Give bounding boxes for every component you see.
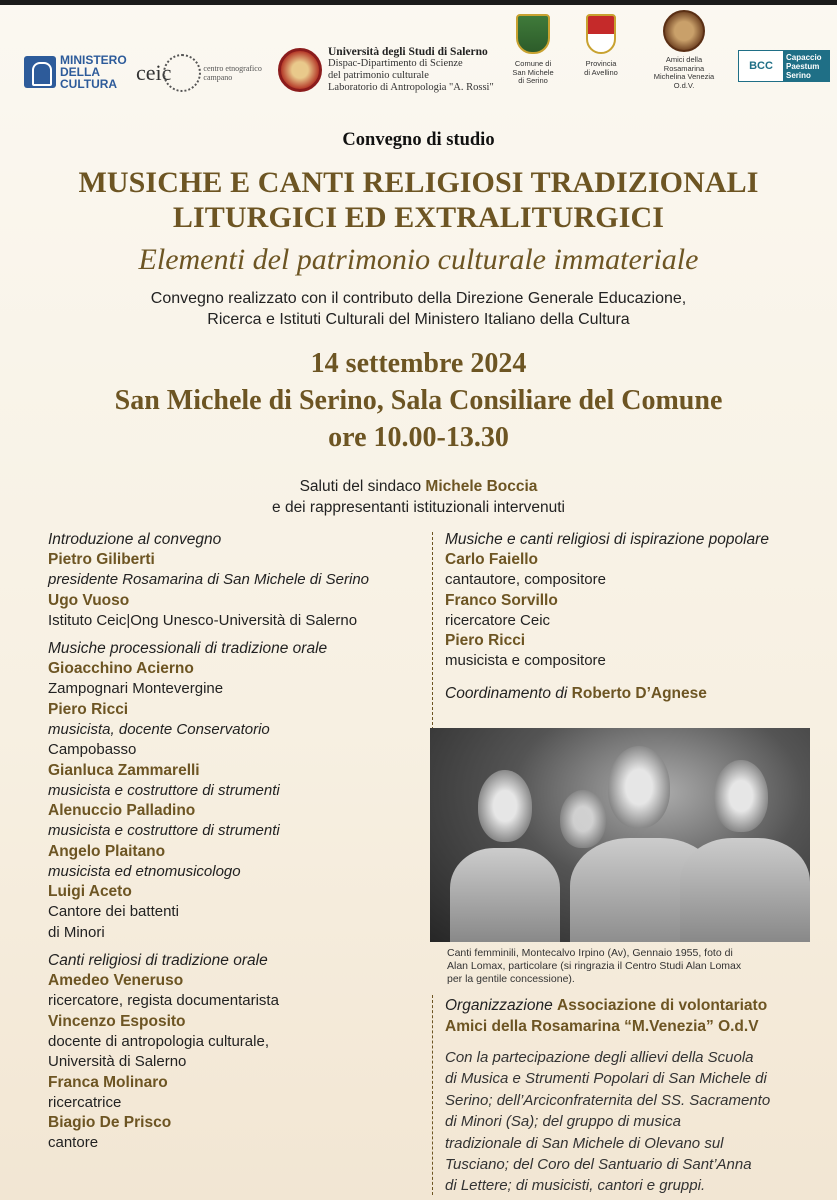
speaker-name: Ugo Vuoso xyxy=(48,591,130,609)
partecip-line: tradizionale di San Michele di Olevano sul xyxy=(445,1134,724,1152)
speaker-name: Luigi Aceto xyxy=(48,883,132,900)
speaker-name: Piero Ricci xyxy=(445,632,526,649)
speaker-name: Gioacchino Acierno xyxy=(48,660,194,677)
bcc-line: Capaccio xyxy=(786,53,822,62)
bcc-line: Paestum xyxy=(786,62,820,71)
amici-line: O.d.V. xyxy=(673,80,695,90)
speaker-role: ricercatore Ceic xyxy=(445,611,551,629)
speaker-role: cantautore, compositore xyxy=(445,571,606,588)
section-title: Musiche processionali di tradizione orale xyxy=(48,640,328,657)
comune-logo xyxy=(510,14,556,86)
org-name: Associazione di volontariato xyxy=(557,997,768,1014)
speaker-role: ricercatrice xyxy=(48,1093,122,1111)
provincia-crest-icon xyxy=(586,14,616,54)
speaker-role: musicista e costruttore di strumenti xyxy=(48,781,280,799)
speaker-name: Vincenzo Esposito xyxy=(48,1012,186,1030)
comune-line: San Michele xyxy=(512,67,554,77)
section-title: Canti religiosi di tradizione orale xyxy=(48,952,268,969)
partecip-line: di Musica e Strumenti Popolari di San Michele di xyxy=(445,1070,767,1088)
bcc-mark: BCC xyxy=(739,51,783,81)
partecip-line: Tusciano; del Coro del Santuario di Sant’Anna xyxy=(445,1156,752,1174)
contrib-line: Ricerca e Istituti Culturali del Ministero Italiano della Cultura xyxy=(207,311,630,328)
ceic-ring-icon xyxy=(163,54,201,92)
unisa-line: Laboratorio di Antropologia "A. Rossi" xyxy=(328,82,494,93)
speaker-name: Biagio De Prisco xyxy=(48,1114,172,1131)
caption-line: Alan Lomax, particolare (si ringrazia il Centro Studi Alan Lomax xyxy=(447,960,742,972)
participation-note xyxy=(445,1047,820,1197)
provincia-logo xyxy=(578,14,624,77)
logo-bar xyxy=(0,10,837,110)
speaker-role: musicista, docente Conservatorio xyxy=(48,720,270,738)
amici-badge-icon xyxy=(663,10,705,52)
unisa-line: Dispac-Dipartimento di Scienze xyxy=(328,58,463,69)
contrib-line: Convegno realizzato con il contributo della Direzione Generale Educazione, xyxy=(150,290,687,307)
event-time: ore 10.00-13.30 xyxy=(328,422,509,453)
partecip-line: di Lettere; di musicisti, cantori e gruppi. xyxy=(445,1177,706,1195)
speaker-role: musicista ed etnomusicologo xyxy=(48,862,241,880)
photo-caption xyxy=(447,947,817,986)
program-right-column xyxy=(445,530,815,704)
amici-line: Amici della xyxy=(665,55,703,64)
ceic-logo xyxy=(136,54,289,92)
ministero-line: MINISTERO xyxy=(60,53,127,67)
speaker-name: Franco Sorvillo xyxy=(445,591,558,609)
event-place: San Michele di Serino, Sala Consiliare del Comune xyxy=(114,385,723,416)
provincia-line: Provincia xyxy=(585,59,617,68)
amici-line: Rosamarina xyxy=(663,63,705,73)
ministero-line: CULTURA xyxy=(60,77,118,91)
event-date: 14 settembre 2024 xyxy=(310,348,527,379)
event-title xyxy=(0,165,837,235)
speaker-role: docente di antropologia culturale, xyxy=(48,1032,269,1050)
speaker-name: Carlo Faiello xyxy=(445,551,539,568)
section-title: Musiche e canti religiosi di ispirazione popolare xyxy=(445,531,769,548)
ceic-word: ceic xyxy=(136,60,172,85)
org-divider xyxy=(432,995,433,1195)
org-name: Amici della Rosamarina “M.Venezia” O.d.V xyxy=(445,1018,759,1035)
program-left-column xyxy=(48,530,424,1154)
ceic-sub: centro etnografico campano xyxy=(203,64,262,82)
amici-line: Michelina Venezia xyxy=(653,72,715,81)
unisa-logo xyxy=(278,46,494,94)
speaker-name: Franca Molinaro xyxy=(48,1073,168,1091)
speaker-name: Angelo Plaitano xyxy=(48,842,166,860)
speaker-role: di Minori xyxy=(48,923,105,941)
amici-logo xyxy=(650,10,718,90)
top-strip xyxy=(0,0,837,5)
caption-line: Canti femminili, Montecalvo Irpino (Av), Gennaio 1955, foto di xyxy=(447,947,733,959)
greetings xyxy=(0,476,837,518)
speaker-role: cantore xyxy=(48,1134,99,1151)
title-line: MUSICHE E CANTI RELIGIOSI TRADIZIONALI xyxy=(78,166,759,199)
contribution-note xyxy=(0,288,837,330)
ministero-logo xyxy=(24,54,127,90)
comune-crest-icon xyxy=(516,14,550,54)
speaker-role: musicista e compositore xyxy=(445,652,606,669)
unisa-line: del patrimonio culturale xyxy=(328,70,429,81)
partecip-line: Con la partecipazione degli allievi della Scuola xyxy=(445,1049,754,1066)
partecip-line: Serino; dell’Arciconfraternita del SS. Sacramento xyxy=(445,1091,771,1109)
kicker: Convegno di studio xyxy=(342,130,495,150)
speaker-role: Università di Salerno xyxy=(48,1053,187,1070)
partecip-line: di Minori (Sa); del gruppo di musica xyxy=(445,1113,681,1131)
speaker-name: Alenuccio Palladino xyxy=(48,802,196,819)
bcc-logo xyxy=(738,50,830,82)
greetings-pre: Saluti del sindaco xyxy=(299,478,426,495)
ministero-line: DELLA xyxy=(60,65,100,79)
section-title: Introduzione al convegno xyxy=(48,531,222,548)
speaker-role: Zampognari Montevergine xyxy=(48,680,224,697)
comune-line: Comune di xyxy=(514,59,552,68)
unisa-seal-icon xyxy=(278,48,322,92)
coordination xyxy=(445,684,815,704)
caption-line: per la gentile concessione). xyxy=(447,973,575,985)
title-line: LITURGICI ED EXTRALITURGICI xyxy=(172,201,665,234)
speaker-role: musicista e costruttore di strumenti xyxy=(48,822,280,839)
speaker-role: ricercatore, regista documentarista xyxy=(48,992,279,1009)
provincia-line: di Avellino xyxy=(584,67,618,77)
mayor-name: Michele Boccia xyxy=(425,478,538,495)
comune-line: di Serino xyxy=(518,76,548,85)
bcc-line: Serino xyxy=(786,71,811,80)
speaker-role: presidente Rosamarina di San Michele di Serino xyxy=(48,571,370,588)
speaker-name: Gianluca Zammarelli xyxy=(48,761,200,779)
greetings-line: e dei rappresentanti istituzionali intervenuti xyxy=(272,499,565,516)
ministero-mark-icon xyxy=(24,56,56,88)
speaker-role: Istituto Ceic|Ong Unesco-Università di Salerno xyxy=(48,611,358,629)
unisa-name: Università degli Studi di Salerno xyxy=(328,46,488,58)
organization xyxy=(445,995,825,1037)
speaker-role: Cantore dei battenti xyxy=(48,903,179,920)
org-label: Organizzazione xyxy=(445,997,558,1014)
archival-photo xyxy=(430,728,810,942)
event-when xyxy=(0,345,837,456)
speaker-name: Amedeo Veneruso xyxy=(48,972,184,989)
event-subtitle: Elementi del patrimonio culturale immateriale xyxy=(138,243,699,276)
speaker-role: Campobasso xyxy=(48,741,137,758)
coord-name: Roberto D’Agnese xyxy=(571,684,707,702)
coord-label: Coordinamento di xyxy=(445,684,572,702)
speaker-name: Pietro Giliberti xyxy=(48,551,155,568)
speaker-name: Piero Ricci xyxy=(48,700,129,718)
